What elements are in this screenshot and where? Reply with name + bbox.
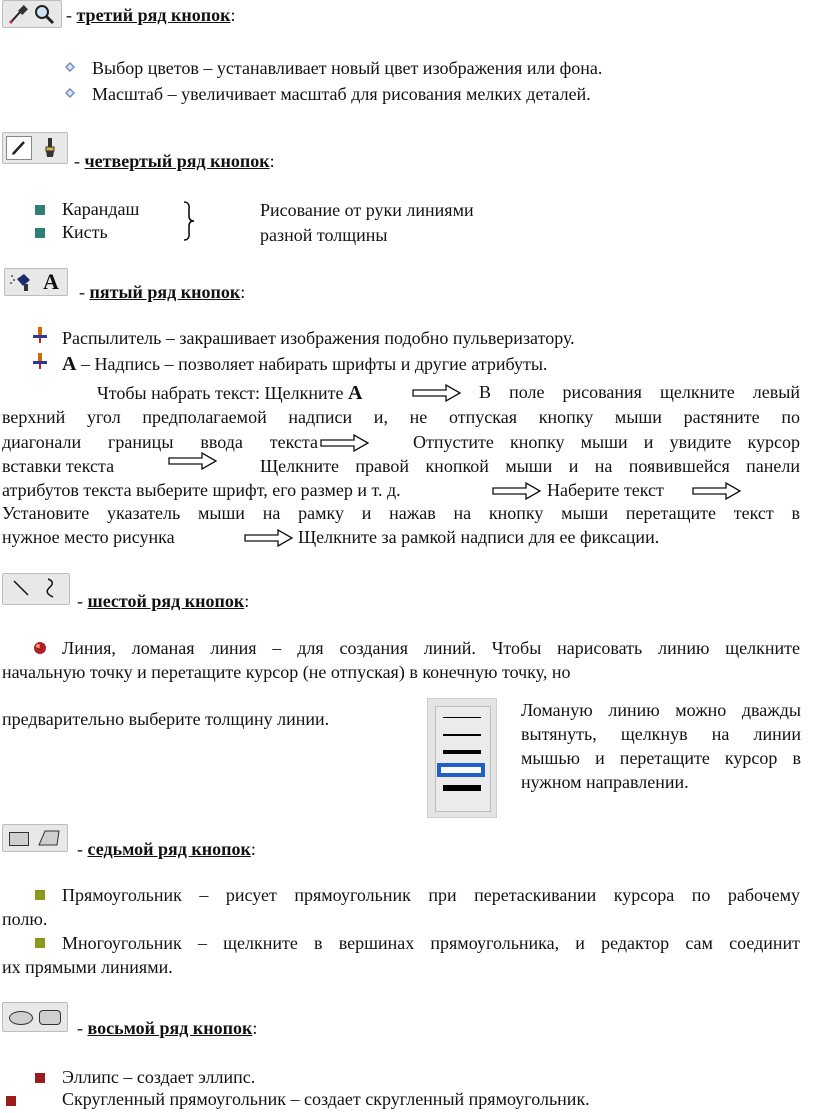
pencil-icon[interactable]: [9, 138, 29, 158]
rectangle-tool-icon[interactable]: [9, 832, 29, 846]
curve-tool-icon[interactable]: [41, 576, 61, 600]
pin-bullet-icon: [31, 352, 49, 370]
toolbar-row3: [2, 0, 62, 28]
row6-side-2: вытянуть, щелкнув на линии: [521, 724, 801, 744]
diamond-bullet-icon: [65, 88, 75, 98]
rounded-rect-tool-icon[interactable]: [39, 1010, 61, 1025]
row7-item-rect-2: полю.: [2, 909, 48, 929]
line-width-panel: [427, 698, 497, 818]
para-l4-b: Щелкните правой кнопкой мыши и на появившейся панели: [260, 456, 800, 476]
para-l1-b: В поле рисования щелкните левый: [479, 382, 800, 402]
brush-icon[interactable]: [41, 137, 59, 159]
heading-dash: -: [66, 5, 77, 25]
row3-heading: [66, 5, 236, 26]
airbrush-icon[interactable]: [9, 271, 33, 293]
round-bullet-icon: [33, 641, 47, 655]
toolbar-row4: [2, 132, 68, 164]
toolbar-row5: [4, 268, 68, 296]
eyedropper-icon[interactable]: [7, 3, 29, 25]
row8-title: восьмой ряд кнопок: [87, 1018, 253, 1038]
row6-heading: [77, 591, 249, 612]
para-l5-b: Наберите текст: [547, 480, 664, 500]
square-bullet-icon: [35, 228, 45, 238]
row7-heading: [77, 839, 256, 860]
row8-item-ellipse: Эллипс – создает эллипс.: [62, 1067, 256, 1087]
polygon-tool-icon[interactable]: [37, 829, 61, 847]
toolbar-row6: [2, 573, 70, 605]
row5-title: пятый ряд кнопок: [89, 282, 241, 302]
para-l7-a: нужное место рисунка: [2, 527, 175, 547]
heading-colon: :: [240, 282, 246, 302]
arrow-right-icon: [320, 434, 370, 452]
row5-item-airbrush: Распылитель – закрашивает изображения подобно пульверизатору.: [62, 328, 575, 348]
row6-side-3: мышью и перетащите курсор в: [521, 748, 801, 768]
pin-bullet-icon: [31, 326, 49, 344]
row4-desc-1: Рисование от руки линиями: [260, 200, 474, 220]
heading-colon: :: [230, 5, 236, 25]
line-width-5[interactable]: [443, 785, 481, 791]
row6-side-4: нужном направлении.: [521, 772, 689, 792]
toolbar-row7: [2, 824, 68, 852]
para-l3-b: Отпустите кнопку мыши и увидите курсор: [413, 432, 800, 452]
para-l7-b: Щелкните за рамкой надписи для ее фиксации.: [298, 527, 660, 547]
row4-heading: [74, 151, 275, 172]
heading-colon: :: [252, 1018, 258, 1038]
heading-dash: -: [74, 151, 85, 171]
row8-heading: [77, 1018, 257, 1039]
heading-colon: :: [244, 591, 250, 611]
square-bullet-icon: [35, 1073, 45, 1083]
row5-heading: [79, 282, 245, 303]
row3-item-color: Выбор цветов – устанавливает новый цвет изображения или фона.: [92, 58, 603, 78]
arrow-right-icon: [244, 529, 294, 547]
row4-desc-2: разной толщины: [260, 225, 388, 245]
para-l3-a: диагонали границы ввода текста: [2, 432, 318, 452]
line-tool-icon[interactable]: [11, 578, 31, 598]
heading-dash: -: [77, 839, 88, 859]
square-bullet-icon: [35, 205, 45, 215]
curly-brace-icon: [182, 200, 196, 242]
square-bullet-icon: [35, 938, 45, 948]
line-width-1[interactable]: [443, 717, 481, 718]
arrow-right-icon: [692, 482, 742, 500]
square-bullet-icon: [6, 1096, 16, 1106]
arrow-right-icon: [412, 384, 462, 402]
row5-item-text: [62, 353, 547, 376]
row8-item-roundrect: Скругленный прямоугольник – создает скругленный прямоугольник.: [62, 1089, 590, 1109]
row6-title: шестой ряд кнопок: [87, 591, 245, 611]
line-width-3[interactable]: [443, 750, 481, 754]
row7-title: седьмой ряд кнопок: [87, 839, 251, 859]
diamond-bullet-icon: [65, 62, 75, 72]
row3-title: третий ряд кнопок: [76, 5, 231, 25]
row4-item-brush: Кисть: [62, 222, 108, 242]
text-letter: А: [347, 382, 363, 404]
row4-title: четвертый ряд кнопок: [84, 151, 270, 171]
toolbar-row8: [2, 1002, 68, 1032]
heading-colon: :: [250, 839, 256, 859]
para-l1-a: [97, 382, 362, 405]
heading-dash: -: [77, 591, 88, 611]
row4-item-pencil: Карандаш: [62, 199, 140, 219]
magnifier-icon[interactable]: [33, 3, 55, 25]
text-letter: А: [62, 353, 77, 375]
arrow-right-icon: [492, 482, 542, 500]
heading-colon: :: [269, 151, 275, 171]
para-l6: Установите указатель мыши на рамку и нажав на кнопку мыши перетащите текст в: [2, 503, 800, 523]
heading-dash: -: [77, 1018, 88, 1038]
para-text: Чтобы набрать текст: Щелкните: [97, 383, 344, 403]
square-bullet-icon: [35, 890, 45, 900]
para-l5-a: атрибутов текста выберите шрифт, его размер и т. д.: [2, 480, 401, 500]
para-l4-a: вставки текста: [2, 456, 115, 476]
line-width-4-selected[interactable]: [437, 763, 485, 777]
row7-item-rect-1: Прямоугольник – рисует прямоугольник при перетаскивании курсора по рабочему: [62, 885, 800, 905]
text-tool-icon[interactable]: A: [43, 269, 59, 294]
para-l2: верхний угол предполагаемой надписи и, не отпуская кнопку мыши растяните по: [2, 407, 800, 427]
line-width-2[interactable]: [443, 734, 481, 736]
ellipse-tool-icon[interactable]: [9, 1011, 33, 1025]
arrow-right-icon: [168, 452, 218, 470]
row6-line-2: начальную точку и перетащите курсор (не отпуская) в конечную точку, но: [2, 662, 571, 682]
row7-item-poly-1: Многоугольник – щелкните в вершинах прямоугольника, и редактор сам соединит: [62, 933, 800, 953]
row5-item-text-desc: – Надпись – позволяет набирать шрифты и другие атрибуты.: [76, 354, 548, 374]
row3-item-zoom: Масштаб – увеличивает масштаб для рисования мелких деталей.: [92, 84, 591, 104]
heading-dash: -: [79, 282, 90, 302]
row6-line-3: предварительно выберите толщину линии.: [2, 709, 330, 729]
row6-line-1: Линия, ломаная линия – для создания линий. Чтобы нарисовать линию щелкните: [62, 638, 800, 658]
row7-item-poly-2: их прямыми линиями.: [2, 957, 173, 977]
row6-side-1: Ломаную линию можно дважды: [521, 700, 801, 720]
